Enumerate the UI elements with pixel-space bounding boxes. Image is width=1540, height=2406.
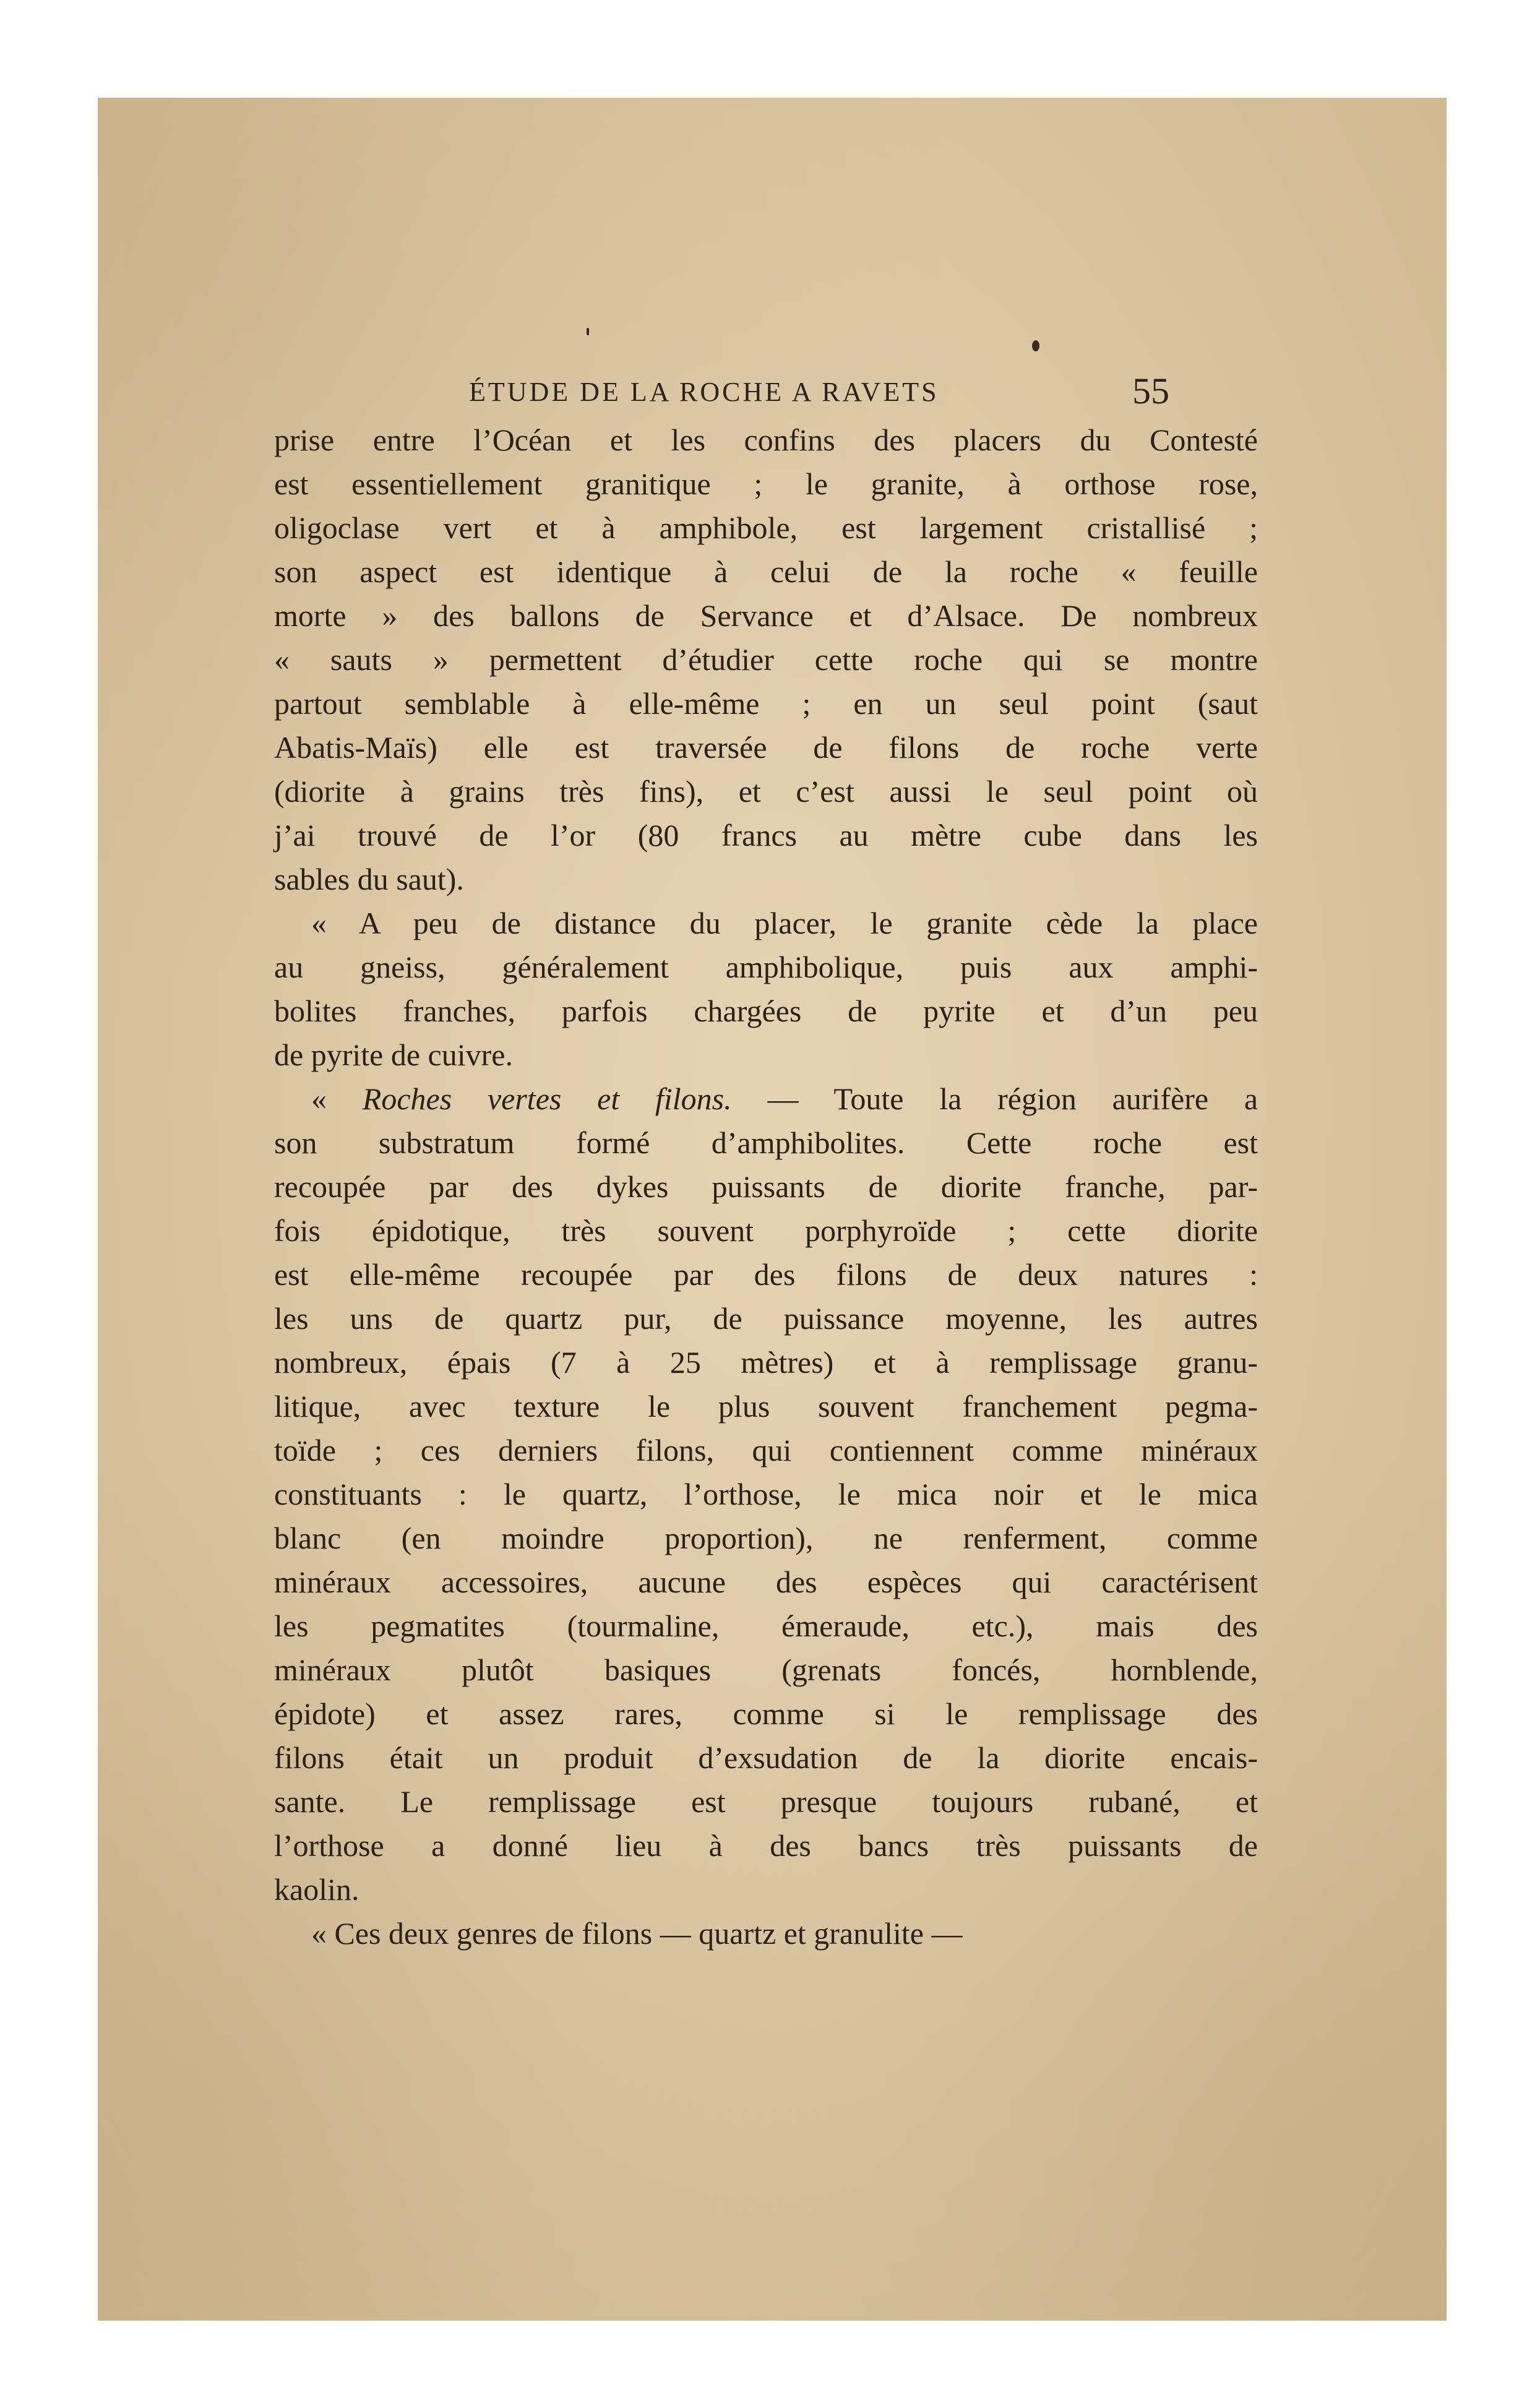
text-line: (diorite à grains très fins), et c’est aussi le seul point où	[274, 774, 1258, 809]
text-line-with-heading	[274, 1077, 1258, 1121]
text-line: filons était un produit d’exsudation de la diorite encais-	[274, 1740, 1258, 1775]
text-line: j’ai trouvé de l’or (80 francs au mètre cube dans les	[274, 818, 1258, 853]
text-line: kaolin.	[274, 1872, 359, 1907]
text-line: toïde ; ces derniers filons, qui contiennent comme minéraux	[274, 1433, 1258, 1467]
section-heading: Roches vertes et filons.	[362, 1081, 732, 1116]
text-line: son aspect est identique à celui de la roche « feuille	[274, 554, 1258, 589]
book-page	[98, 98, 1447, 2321]
text-line-rest: — Toute la région aurifère a	[767, 1081, 1258, 1116]
text-line: de pyrite de cuivre.	[274, 1038, 513, 1072]
text-line: litique, avec texture le plus souvent franchement pegma-	[274, 1389, 1258, 1424]
ink-speck	[587, 328, 589, 335]
text-line: constituants : le quartz, l’orthose, le mica noir et le mica	[274, 1477, 1258, 1511]
text-line: les pegmatites (tourmaline, émeraude, etc.), mais des	[274, 1609, 1258, 1643]
text-line: l’orthose a donné lieu à des bancs très puissants de	[274, 1828, 1258, 1863]
text-line: « Ces deux genres de filons — quartz et granulite —	[311, 1916, 963, 1951]
ink-speck	[1032, 340, 1039, 351]
text-line: blanc (en moindre proportion), ne renferment, comme	[274, 1521, 1258, 1555]
text-line: « A peu de distance du placer, le granite cède la place	[311, 906, 1258, 940]
text-line: bolites franches, parfois chargées de pyrite et d’un peu	[274, 994, 1258, 1028]
text-line: recoupée par des dykes puissants de diorite franche, par-	[274, 1169, 1258, 1204]
running-header	[98, 370, 1447, 426]
text-line: sables du saut).	[274, 862, 464, 896]
text-line: sante. Le remplissage est presque toujours rubané, et	[274, 1784, 1258, 1819]
text-line: au gneiss, généralement amphibolique, puis aux amphi-	[274, 950, 1258, 984]
text-line: minéraux accessoires, aucune des espèces qui caractérisent	[274, 1565, 1258, 1599]
text-line: épidote) et assez rares, comme si le remplissage des	[274, 1696, 1258, 1731]
quote-mark: «	[311, 1081, 363, 1116]
text-line: est essentiellement granitique ; le granite, à orthose rose,	[274, 466, 1258, 501]
text-line: fois épidotique, très souvent porphyroïde ; cette diorite	[274, 1213, 1258, 1248]
text-line: son substratum formé d’amphibolites. Cette roche est	[274, 1125, 1258, 1160]
text-line: prise entre l’Océan et les confins des placers du Contesté	[274, 423, 1258, 457]
text-line: morte » des ballons de Servance et d’Alsace. De nombreux	[274, 598, 1258, 633]
text-line: les uns de quartz pur, de puissance moyenne, les autres	[274, 1301, 1258, 1336]
page-number: 55	[1132, 371, 1169, 411]
text-line: « sauts » permettent d’étudier cette roche qui se montre	[274, 642, 1258, 677]
text-line: minéraux plutôt basiques (grenats foncés, hornblende,	[274, 1652, 1258, 1687]
text-line: Abatis-Maïs) elle est traversée de filons de roche verte	[274, 730, 1258, 765]
text-line: partout semblable à elle-même ; en un seul point (saut	[274, 686, 1258, 721]
text-line: oligoclase vert et à amphibole, est largement cristallisé ;	[274, 510, 1258, 545]
text-line: est elle-même recoupée par des filons de deux natures :	[274, 1257, 1258, 1292]
header-title: ÉTUDE DE LA ROCHE A RAVETS	[469, 377, 939, 407]
body-text	[274, 418, 1258, 1956]
text-line: nombreux, épais (7 à 25 mètres) et à remplissage granu-	[274, 1345, 1258, 1380]
